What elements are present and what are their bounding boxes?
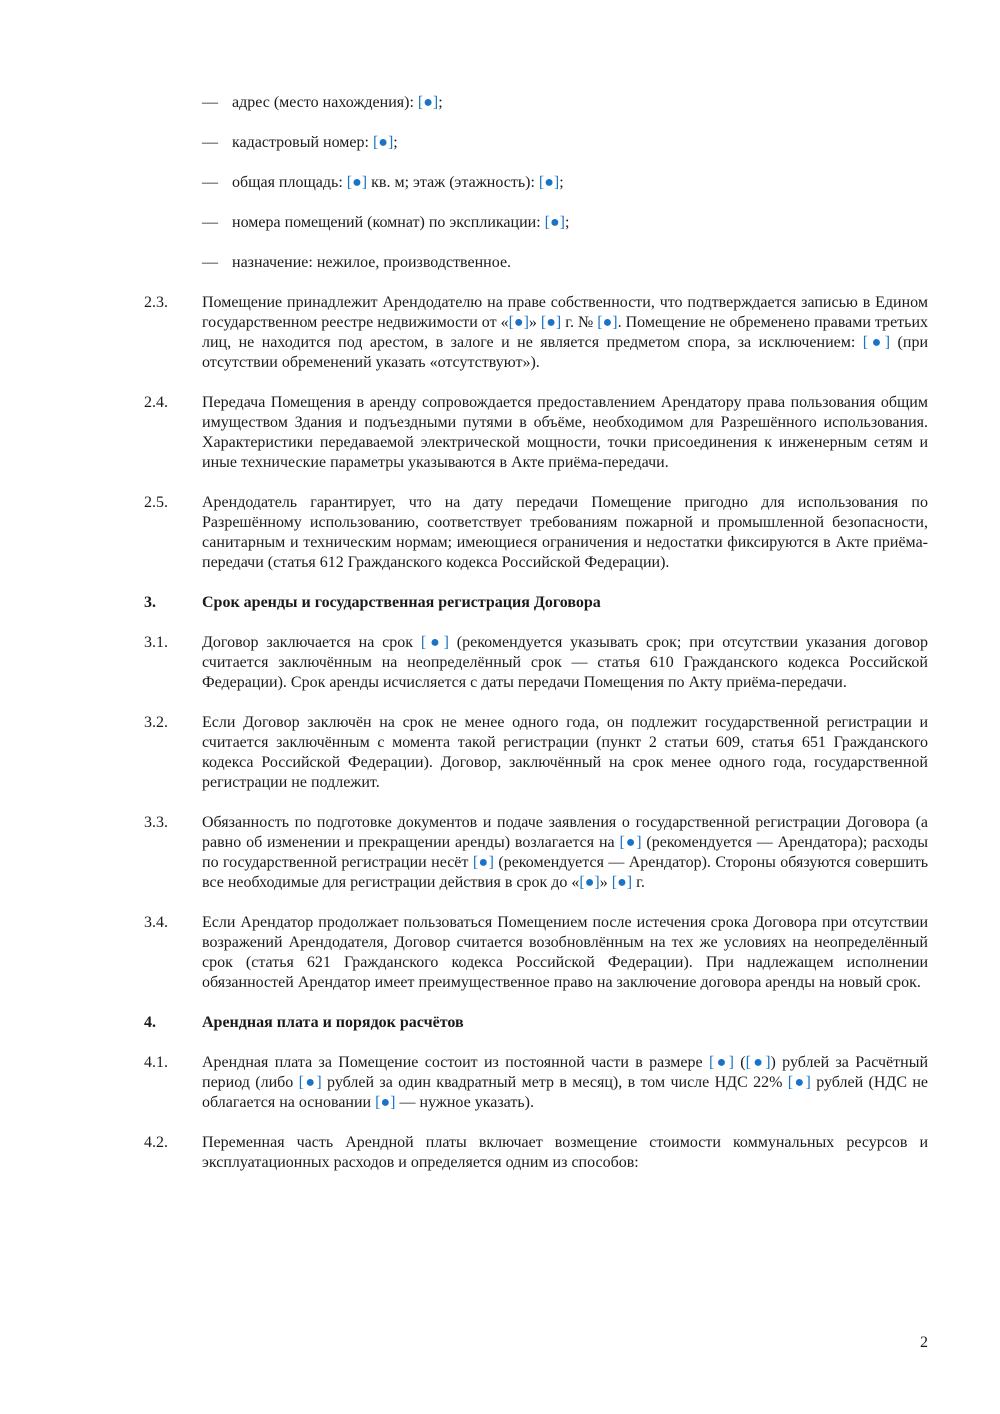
clause-text: Если Договор заключён на срок не менее одного года, он подлежит государственной регистрации и считается заключённым с момента такой регистрации (пункт 2 статьи 609, статья 651 Гражданского кодекса Российской Федерации). Договор, заключённый на срок менее одного года, государственной регистрации не подлежит. bbox=[202, 714, 928, 791]
clause-text: » bbox=[599, 874, 612, 891]
clause-text: Арендодатель гарантирует, что на дату передачи Помещение пригодно для использования по Разрешённому использованию, соответствует требованиям пожарной и промышленной безопасности, санитарным и техническим нормам; имеющиеся ограничения и недостатки фиксируются в Акте приёма-передачи (статья 612 Гражданского кодекса Российской Федерации). bbox=[202, 494, 928, 571]
placeholder: [●] bbox=[538, 174, 560, 191]
placeholder: [●] bbox=[508, 314, 529, 331]
clause-text: Договор заключается на срок bbox=[202, 634, 421, 651]
section-number: 3. bbox=[144, 594, 156, 611]
clause-number: 2.5. bbox=[144, 494, 168, 511]
clause-number: 3.4. bbox=[144, 914, 168, 931]
list-item-text: ; bbox=[393, 134, 398, 151]
placeholder: [●] bbox=[597, 314, 618, 331]
clause-number: 4.2. bbox=[144, 1134, 168, 1151]
clause-3-3 bbox=[144, 813, 928, 893]
list-item bbox=[144, 213, 928, 233]
clause-text: (рекомендуется — Арендатор). Стороны обязуются совершить все необходимые для регистрации действия в срок до « bbox=[202, 854, 929, 891]
clause-3-1 bbox=[144, 633, 928, 693]
clause-text: . Помещение не обременено правами третьих лиц, не находится под арестом, в залоге и не является предметом спора, за исключением: bbox=[202, 314, 929, 351]
dash-marker: — bbox=[202, 214, 218, 231]
list-item-text: номера помещений (комнат) по экспликации: bbox=[232, 214, 545, 231]
clause-text: Арендная плата за Помещение состоит из постоянной части в размере bbox=[202, 1054, 709, 1071]
placeholder: [●] bbox=[372, 134, 394, 151]
clause-text: рублей (НДС не облагается на основании bbox=[202, 1074, 929, 1111]
placeholder: [●] bbox=[579, 874, 600, 891]
clause-text: — нужное указать). bbox=[395, 1094, 534, 1111]
clause-2-4 bbox=[144, 393, 928, 473]
placeholder: [●] bbox=[420, 634, 449, 651]
clause-text: (при отсутствии обременений указать «отсутствуют»). bbox=[202, 334, 929, 371]
dash-marker: — bbox=[202, 134, 218, 151]
placeholder: [●] bbox=[745, 1054, 771, 1071]
section-number: 4. bbox=[144, 1014, 156, 1031]
placeholder: [●] bbox=[472, 854, 494, 871]
clause-2-3 bbox=[144, 293, 928, 373]
placeholder: [●] bbox=[544, 214, 565, 231]
clause-text: Обязанность по подготовке документов и подаче заявления о государственной регистрации Договора (а равно об изменении и прекращении аренды) возлагается на bbox=[202, 814, 928, 851]
clause-number: 3.2. bbox=[144, 714, 168, 731]
clause-number: 2.3. bbox=[144, 294, 168, 311]
placeholder: [●] bbox=[417, 94, 439, 111]
clause-text: г. № bbox=[561, 314, 598, 331]
clause-text: рублей за один квадратный метр в месяц), в том числе НДС 22% bbox=[321, 1074, 788, 1091]
placeholder: [●] bbox=[611, 874, 633, 891]
list-item-text: назначение: нежилое, производственное. bbox=[232, 254, 512, 271]
list-item bbox=[144, 93, 928, 113]
clause-text: Переменная часть Арендной платы включает возмещение стоимости коммунальных ресурсов и эксплуатационных расходов и определяется одним из способов: bbox=[202, 1134, 928, 1171]
list-item-text: ; bbox=[559, 174, 564, 191]
clause-2-5 bbox=[144, 493, 928, 573]
section-heading-3 bbox=[144, 593, 928, 613]
clause-text: (рекомендуется — Арендатора); расходы по государственной регистрации несёт bbox=[202, 834, 929, 871]
placeholder: [●] bbox=[862, 334, 891, 351]
section-title: Срок аренды и государственная регистрация Договора bbox=[202, 594, 601, 611]
placeholder: [●] bbox=[346, 174, 368, 191]
dash-marker: — bbox=[202, 254, 218, 271]
clause-4-2 bbox=[144, 1133, 928, 1173]
list-item-text: общая площадь: bbox=[232, 174, 347, 191]
clause-3-2 bbox=[144, 713, 928, 793]
dash-marker: — bbox=[202, 94, 218, 111]
clause-number: 3.1. bbox=[144, 634, 168, 651]
list-item-text: адрес (место нахождения): bbox=[232, 94, 418, 111]
page-content bbox=[144, 93, 928, 1193]
placeholder: [●] bbox=[708, 1054, 734, 1071]
clause-3-4 bbox=[144, 913, 928, 993]
list-item bbox=[144, 173, 928, 193]
placeholder: [●] bbox=[298, 1074, 322, 1091]
section-title: Арендная плата и порядок расчётов bbox=[202, 1014, 464, 1031]
list-item bbox=[144, 133, 928, 153]
clause-number: 2.4. bbox=[144, 394, 168, 411]
clause-text: » bbox=[528, 314, 541, 331]
placeholder: [●] bbox=[540, 314, 562, 331]
section-heading-4 bbox=[144, 1013, 928, 1033]
clause-number: 3.3. bbox=[144, 814, 168, 831]
clause-text: Передача Помещения в аренду сопровождается предоставлением Арендатору права пользования общим имуществом Здания и подъездными путями в объёме, необходимом для Разрешённого использования. Характеристики передаваемой электрической мощности, точки присоединения к инженерным сетям и иные технические параметры указываются в Акте приёма-передачи. bbox=[202, 394, 928, 471]
list-item-text: ; bbox=[438, 94, 443, 111]
list-item-text: ; bbox=[564, 214, 570, 231]
list-item-text: кв. м; этаж (этажность): bbox=[367, 174, 539, 191]
clause-number: 4.1. bbox=[144, 1054, 168, 1071]
clause-text: ) рублей за Расчётный период (либо bbox=[202, 1054, 929, 1091]
dash-marker: — bbox=[202, 174, 218, 191]
clause-text: г. bbox=[632, 874, 645, 891]
list-item-text: кадастровый номер: bbox=[232, 134, 373, 151]
clause-text: Если Арендатор продолжает пользоваться Помещением после истечения срока Договора при отсутствии возражений Арендодателя, Договор считается возобновлённым на тех же условиях на неопределённый срок (статья 621 Гражданского кодекса Российской Федерации). При надлежащем исполнении обязанностей Арендатор имеет преимущественное право на заключение договора аренды на новый срок. bbox=[202, 914, 928, 991]
placeholder: [●] bbox=[619, 834, 642, 851]
placeholder: [●] bbox=[787, 1074, 811, 1091]
clause-text: (рекомендуется указывать срок; при отсутствии указания договор считается заключённым на неопределённый срок — статья 610 Гражданского кодекса Российской Федерации). Срок аренды исчисляется с даты передачи Помещения по Акту приёма-передачи. bbox=[202, 634, 929, 691]
clause-4-1 bbox=[144, 1053, 928, 1113]
clause-text: ( bbox=[733, 1054, 746, 1071]
list-item bbox=[144, 253, 928, 273]
placeholder: [●] bbox=[375, 1094, 396, 1111]
page-number: 2 bbox=[920, 1334, 928, 1351]
clause-text: Помещение принадлежит Арендодателю на праве собственности, что подтверждается записью в Едином государственном реестре недвижимости от « bbox=[202, 294, 928, 331]
